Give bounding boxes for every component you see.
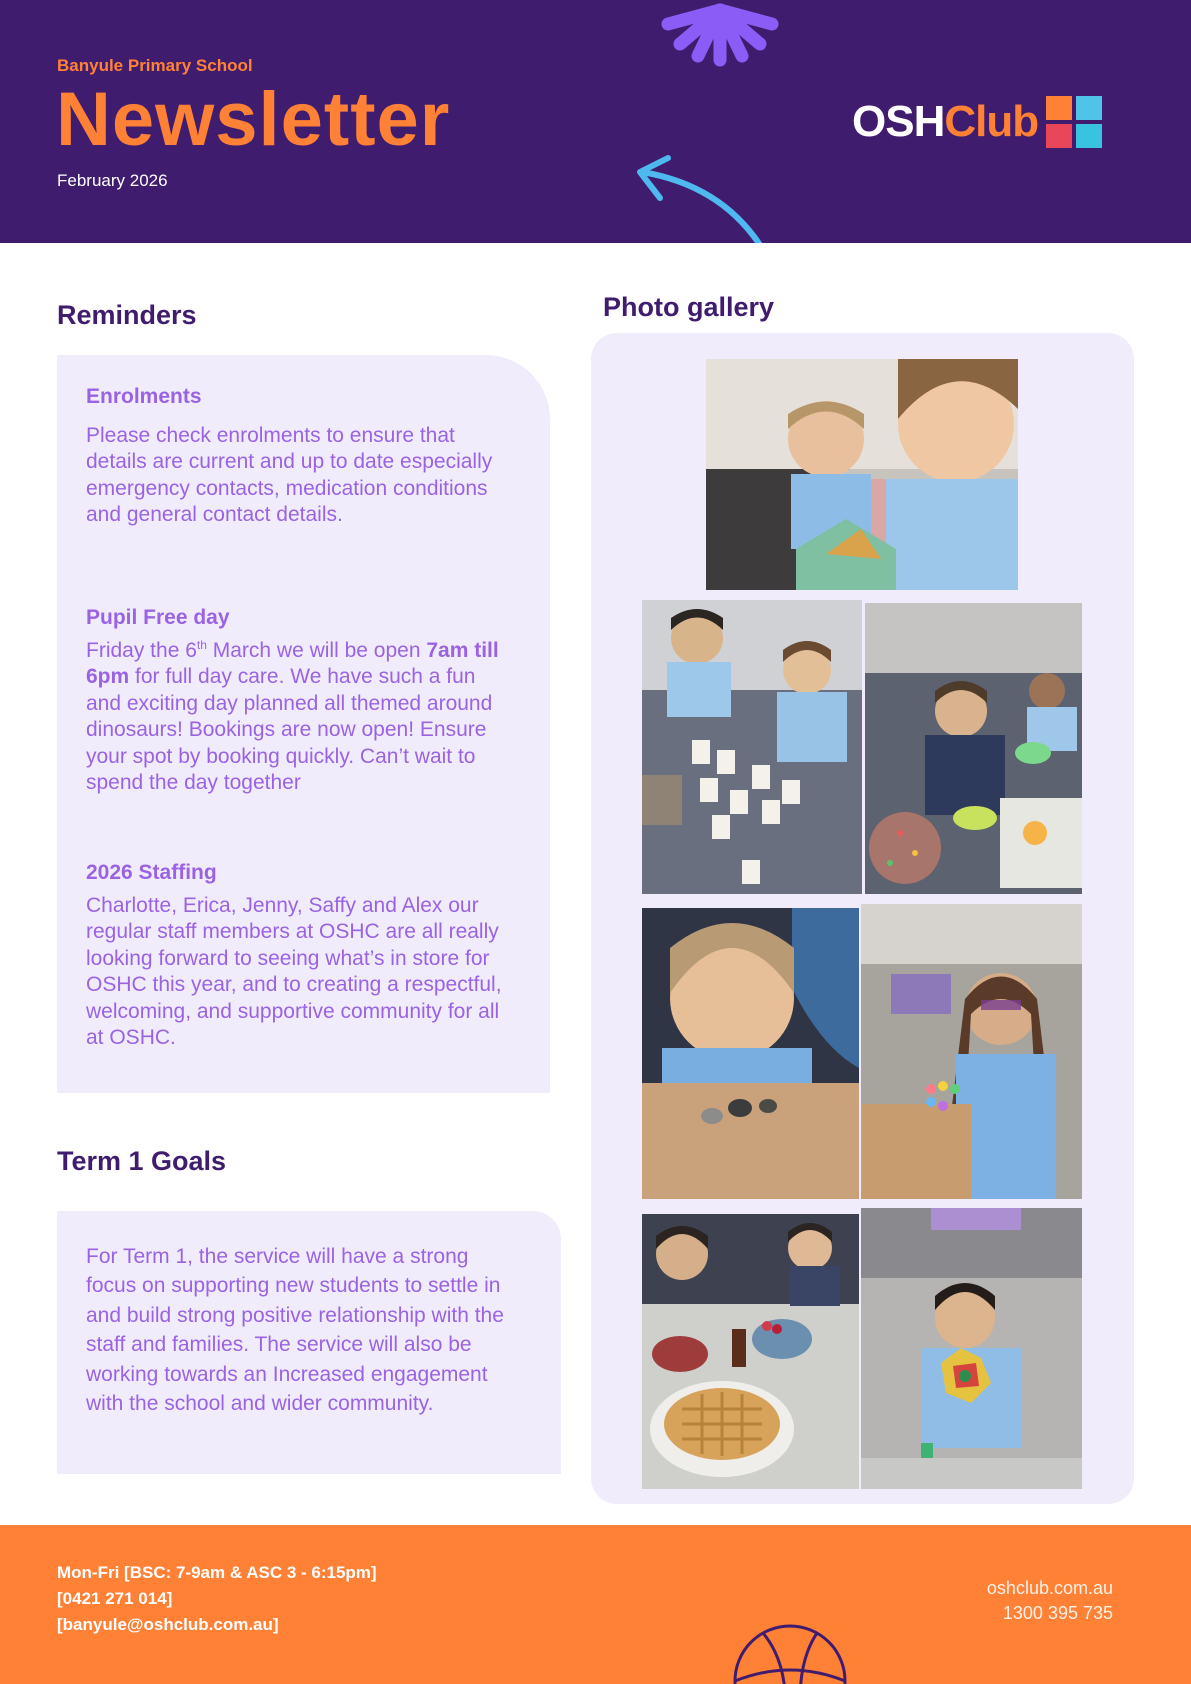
staffing-title: 2026 Staffing [86,861,217,884]
goals-heading: Term 1 Goals [57,1146,227,1176]
curved-arrow-decoration-icon [620,150,770,243]
opening-hours: Mon-Fri [BSC: 7-9am & ASC 3 - 6:15pm] [57,1563,377,1582]
enrolments-text: Please check enrolments to ensure that details are current and up to date especially emergency contacts, medication conditions and general contact details. [86,424,493,527]
newsletter-title: Newsletter [56,77,451,162]
newsletter-footer [0,1525,1191,1684]
staffing-text: Charlotte, Erica, Jenny, Saffy and Alex our regular staff members at OSHC are all really looking forward to seeing what’s in store for OSHC this year, and to creating a respectful, welcoming, and supportive community for all at OSHC. [86,894,502,1050]
waffle-breakfast-photo [642,1214,859,1489]
reminders-heading: Reminders [57,300,197,330]
gallery-heading: Photo gallery [603,292,775,322]
craft-project-photo [861,1208,1082,1489]
newsletter-header [0,0,1191,243]
phone-number: [0421 271 014] [57,1589,173,1608]
logo-squares-icon [1046,96,1102,148]
enrolments-title: Enrolments [86,385,202,408]
sunburst-decoration-icon [640,0,800,70]
newsletter-date: February 2026 [57,171,168,190]
card-game-photo [642,600,862,894]
website-link[interactable]: oshclub.com.au [986,1578,1113,1598]
bead-sorting-photo [865,603,1082,894]
logo-club-text: Club [944,97,1039,146]
head-office-phone: 1300 395 735 [1002,1603,1113,1623]
logo-osh-text: OSH [852,97,945,146]
painted-rocks-photo [642,908,859,1199]
pupil-free-text: Friday the 6th March we will be open 7am till 6pm for full day care. We have such a fun and exciting day planned all themed around dinosaurs! Bookings are now open! Ensure your spot by booking quickly. Can’t wait to spend the day together [86,638,499,795]
email-address: [banyule@oshclub.com.au] [57,1615,279,1634]
school-name: Banyule Primary School [57,56,253,75]
children-selfie-photo [706,359,1018,590]
pupil-free-title: Pupil Free day [86,606,230,629]
oshclub-logo [852,96,1102,148]
goals-text: For Term 1, the service will have a strong focus on supporting new students to settle in and build strong positive relationship with the staff and families. The service will also be working towards an Increased engagement with the school and wider community. [86,1245,504,1416]
basketball-decoration-icon [733,1619,847,1684]
bead-bracelet-photo [861,904,1082,1199]
